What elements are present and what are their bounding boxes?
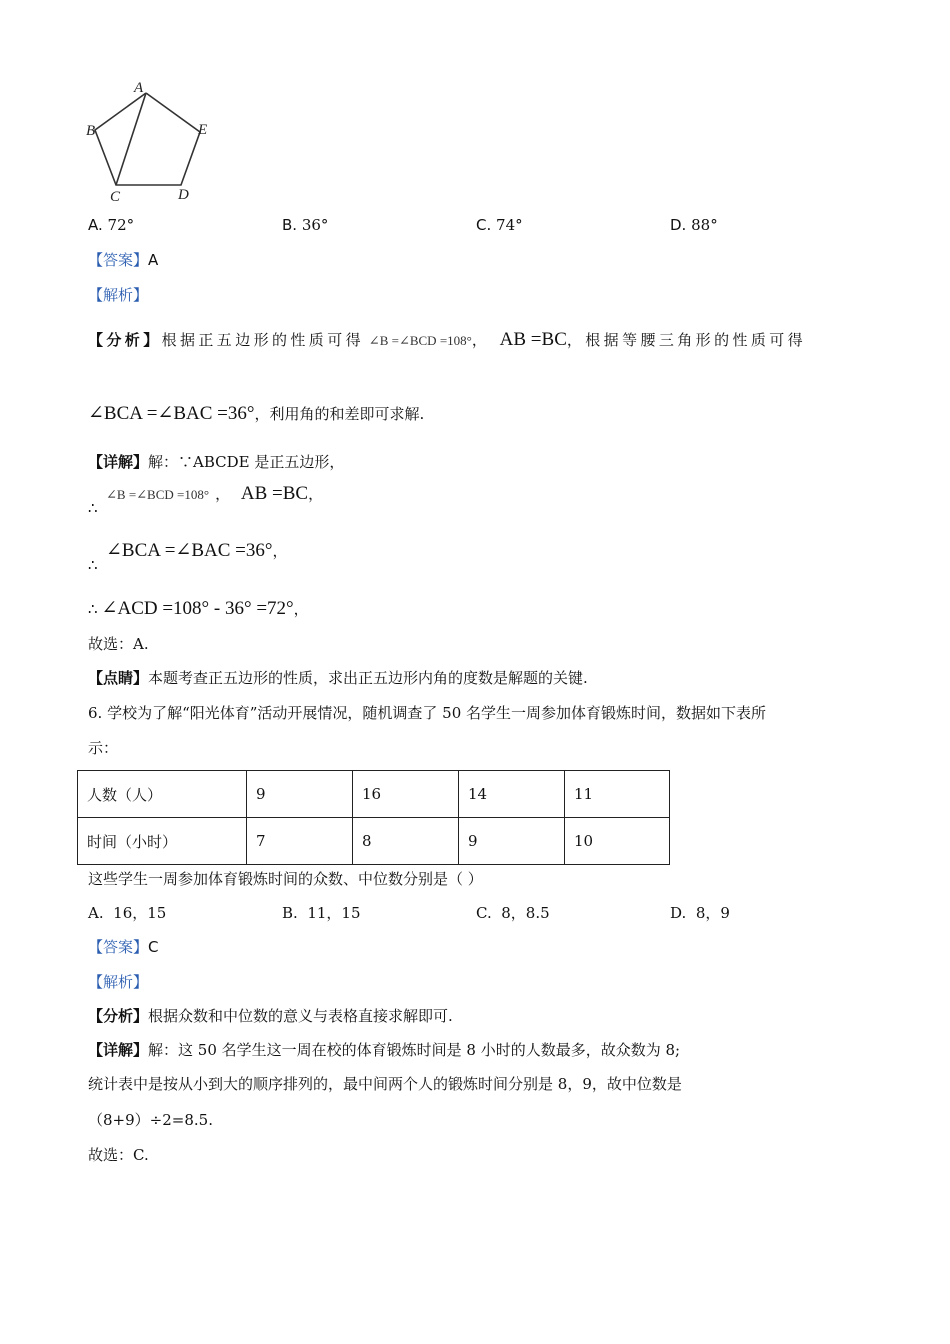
table-cell: 人数（人） <box>78 771 247 818</box>
vertex-label-b: B <box>86 123 96 139</box>
table-cell: 9 <box>459 818 565 865</box>
q6-option-a: A. 16，15 <box>88 904 167 922</box>
q5-option-d: D. 88° <box>670 216 718 234</box>
q6-detail-line1: 【详解】解：这 50 名学生这一周在校的体育锻炼时间是 8 小时的人数最多，故众数为 8; <box>88 1041 681 1059</box>
table-cell: 11 <box>565 771 670 818</box>
q6-stem-line1: 6. 学校为了解“阳光体育”活动开展情况，随机调查了 50 名学生一周参加体育锻炼时间，数据如下表所 <box>88 704 767 722</box>
table-cell: 10 <box>565 818 670 865</box>
q5-therefore-1: ∴ <box>88 499 98 517</box>
q6-analysis-tag: 【解析】 <box>88 973 149 991</box>
q5-step3: ∴ ∠ACD =108° - 36° =72°， <box>88 598 309 619</box>
q6-fenxi: 【分析】根据众数和中位数的意义与表格直接求解即可. <box>88 1007 453 1025</box>
vertex-label-a: A <box>134 80 144 96</box>
vertex-label-e: E <box>198 122 208 138</box>
vertex-label-d: D <box>178 187 189 203</box>
table-cell: 16 <box>353 771 459 818</box>
table-row <box>78 818 670 865</box>
table-cell: 8 <box>353 818 459 865</box>
q5-analysis-tag: 【解析】 <box>88 286 149 304</box>
q6-option-b: B. 11，15 <box>282 904 361 922</box>
table-cell: 7 <box>247 818 353 865</box>
table-row <box>78 771 670 818</box>
q6-answer: 【答案】C <box>88 938 159 956</box>
q5-step2: ∠BCA =∠BAC =36°， <box>106 540 288 561</box>
q5-option-b: B. 36° <box>282 216 329 234</box>
q5-step1: ∠B =∠BCD =108° ， AB =BC， <box>106 483 324 504</box>
q5-option-a: A. 72° <box>88 216 135 234</box>
table-cell: 14 <box>459 771 565 818</box>
q5-detail-line1: 【详解】解：∵ABCDE 是正五边形， <box>88 453 345 471</box>
pentagon-figure <box>80 75 220 205</box>
q5-fenxi-line1: 【分析】根据正五边形的性质可得 ∠B =∠BCD =108°， AB =BC，根据等腰三角形的性质可得 <box>88 329 807 350</box>
q5-answer: 【答案】A <box>88 251 159 269</box>
q6-data-table <box>77 770 670 865</box>
q6-detail-line3: （8+9）÷2=8.5. <box>88 1111 213 1129</box>
q6-choose: 故选：C. <box>88 1146 149 1164</box>
q6-option-d: D. 8，9 <box>670 904 730 922</box>
pentagon-outline <box>95 93 200 185</box>
q6-stem-line2: 示： <box>88 739 119 757</box>
q6-option-c: C. 8，8.5 <box>476 904 550 922</box>
vertex-label-c: C <box>110 189 121 205</box>
table-cell: 9 <box>247 771 353 818</box>
q5-fenxi-line2: ∠BCA =∠BAC =36°，利用角的和差即可求解. <box>88 403 425 424</box>
diagonal-ac <box>116 93 146 185</box>
q5-dianjing: 【点睛】本题考查正五边形的性质，求出正五边形内角的度数是解题的关键. <box>88 669 588 687</box>
q5-choose: 故选：A. <box>88 635 149 653</box>
table-cell: 时间（小时） <box>78 818 247 865</box>
q6-question: 这些学生一周参加体育锻炼时间的众数、中位数分别是（ ） <box>88 870 483 888</box>
q6-detail-line2: 统计表中是按从小到大的顺序排列的，最中间两个人的锻炼时间分别是 8，9，故中位数是 <box>88 1075 682 1093</box>
q5-therefore-2: ∴ <box>88 556 98 574</box>
q5-option-c: C. 74° <box>476 216 523 234</box>
